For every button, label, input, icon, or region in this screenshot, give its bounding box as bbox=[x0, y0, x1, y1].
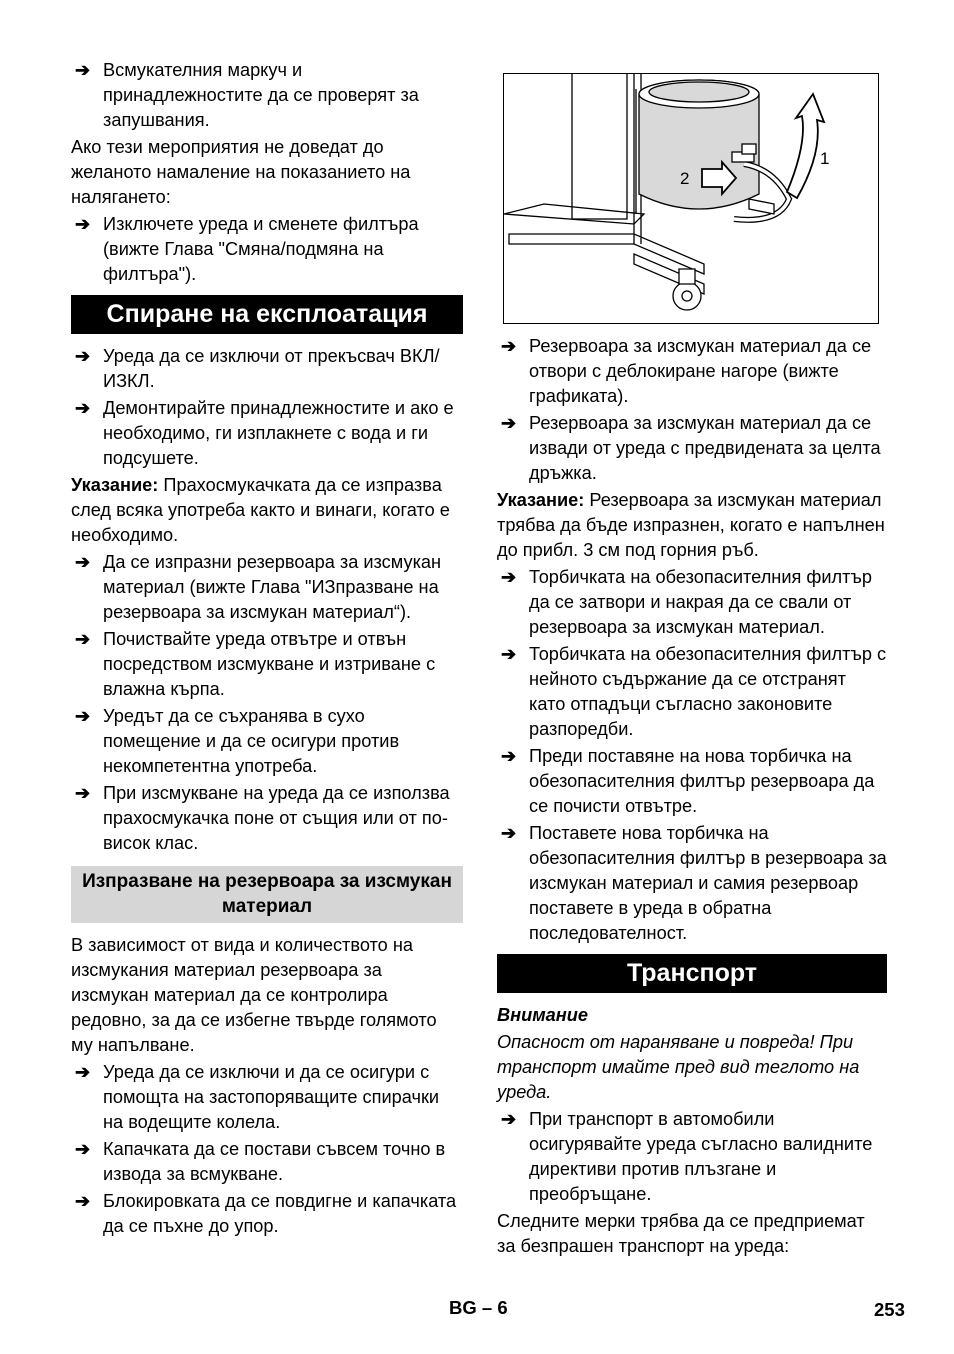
arrow-right-icon: ➔ bbox=[75, 1191, 91, 1211]
arrow-right-icon: ➔ bbox=[75, 60, 91, 80]
list-item bbox=[71, 1189, 463, 1239]
figure-label-2: 2 bbox=[680, 169, 690, 188]
list-item bbox=[71, 212, 463, 287]
note-paragraph bbox=[497, 488, 887, 563]
list-item bbox=[71, 396, 463, 471]
list-item bbox=[497, 821, 887, 946]
container-illustration bbox=[503, 73, 879, 324]
list-item-text: При изсмукване на уреда да се използва прахосмукачка поне от същия или от по-висок клас. bbox=[103, 783, 450, 853]
section-heading-stop: Спиране на експлоатация bbox=[71, 295, 463, 334]
paragraph: Ако тези мероприятия не доведат до желаното намаление на показанието на налягането: bbox=[71, 137, 411, 207]
list-item-text: Блокировката да се повдигне и капачката да се пъхне до упор. bbox=[103, 1191, 457, 1236]
list-item bbox=[71, 1060, 463, 1135]
note-text: Резервоара за изсмукан материал трябва да бъде изпразнен, когато е напълнен до прибл. 3 см под горния ръб. bbox=[497, 490, 885, 560]
arrow-right-icon: ➔ bbox=[75, 398, 91, 418]
footer-language-code: BG – 6 bbox=[449, 1297, 508, 1318]
figure-label-1: 1 bbox=[820, 149, 830, 168]
list-item-text: При транспорт в автомобили осигурявайте уреда съгласно валидните директиви против плъзгане и преобръщане. bbox=[529, 1109, 873, 1204]
container-drawing bbox=[504, 74, 878, 323]
arrow-right-icon: ➔ bbox=[75, 1062, 91, 1082]
list-item-text: Уредът да се съхранява в сухо помещение и да се осигури против некомпетентна употреба. bbox=[103, 706, 400, 776]
list-item bbox=[497, 334, 887, 409]
list-item bbox=[497, 1107, 887, 1207]
list-item bbox=[497, 565, 887, 640]
right-column bbox=[497, 58, 887, 1261]
list-item-text: Торбичката на обезопасителния филтър да се затвори и накрая да се свали от резервоара за изсмукан материал. bbox=[529, 567, 872, 637]
list-item bbox=[71, 1137, 463, 1187]
warning-text: Опасност от нараняване и повреда! При транспорт имайте пред вид теглото на уреда. bbox=[497, 1032, 860, 1102]
note-label: Указание: bbox=[71, 475, 159, 495]
list-item bbox=[71, 781, 463, 856]
footer-page-number: 253 bbox=[874, 1299, 905, 1320]
list-item-text: Резервоара за изсмукан материал да се отвори с деблокиране нагоре (вижте графиката). bbox=[529, 336, 872, 406]
arrow-right-icon: ➔ bbox=[75, 1139, 91, 1159]
list-item-text: Да се изпразни резервоара за изсмукан материал (вижте Глава "ИЗпразване на резервоара за изсмукан материал“). bbox=[103, 552, 442, 622]
list-item bbox=[497, 411, 887, 486]
arrow-right-icon: ➔ bbox=[501, 567, 517, 587]
list-item bbox=[497, 642, 887, 742]
arrow-right-icon: ➔ bbox=[75, 214, 91, 234]
list-item-text: Всмукателния маркуч и принадлежностите да се проверят за запушвания. bbox=[103, 60, 419, 130]
list-item-text: Уреда да се изключи от прекъсвач ВКЛ/ИЗКЛ. bbox=[103, 346, 440, 391]
list-item-text: Уреда да се изключи и да се осигури с помощта на застопоряващите спирачки на водещите колела. bbox=[103, 1062, 440, 1132]
note-label: Указание: bbox=[497, 490, 585, 510]
list-item bbox=[497, 744, 887, 819]
arrow-right-icon: ➔ bbox=[75, 629, 91, 649]
paragraph: В зависимост от вида и количеството на изсмукания материал резервоара за изсмукан материал да се контролира редовно, за да се избегне твърде голямото му напълване. bbox=[71, 935, 437, 1055]
list-item-text: Резервоара за изсмукан материал да се извади от уреда с предвидената за целта дръжка. bbox=[529, 413, 881, 483]
list-item bbox=[71, 58, 463, 133]
note-paragraph bbox=[71, 473, 463, 548]
arrow-right-icon: ➔ bbox=[501, 746, 517, 766]
arrow-right-icon: ➔ bbox=[501, 823, 517, 843]
list-item-text: Демонтирайте принадлежностите и ако е необходимо, ги изплакнете с вода и ги подсушете. bbox=[103, 398, 454, 468]
list-item bbox=[71, 627, 463, 702]
list-item bbox=[71, 550, 463, 625]
arrow-right-icon: ➔ bbox=[75, 783, 91, 803]
list-item-text: Капачката да се постави съвсем точно в извода за всмукване. bbox=[103, 1139, 446, 1184]
arrow-right-icon: ➔ bbox=[501, 413, 517, 433]
paragraph: Следните мерки трябва да се предприемат за безпрашен транспорт на уреда: bbox=[497, 1211, 865, 1256]
list-item-text: Почиствайте уреда отвътре и отвън посредством изсмукване и изтриване с влажна кърпа. bbox=[103, 629, 436, 699]
note-text: Прахосмукачката да се изпразва след всяка употреба както и винаги, когато е необходимо. bbox=[71, 475, 450, 545]
list-item-text: Преди поставяне на нова торбичка на обезопасителния филтър резервоара да се почисти отвътре. bbox=[529, 746, 875, 816]
section-heading-transport: Транспорт bbox=[497, 954, 887, 993]
arrow-right-icon: ➔ bbox=[501, 644, 517, 664]
list-item bbox=[71, 704, 463, 779]
left-column bbox=[71, 58, 463, 1241]
subsection-heading-empty: Изпразване на резервоара за изсмукан материал bbox=[71, 866, 463, 923]
arrow-right-icon: ➔ bbox=[75, 346, 91, 366]
list-item-text: Поставете нова торбичка на обезопасителния филтър в резервоара за изсмукан материал и самия резервоар поставете в уреда в обратна последователност. bbox=[529, 823, 887, 943]
arrow-right-icon: ➔ bbox=[75, 552, 91, 572]
list-item bbox=[71, 344, 463, 394]
list-item-text: Изключете уреда и сменете филтъра (вижте Глава "Смяна/подмяна на филтъра"). bbox=[103, 214, 419, 284]
arrow-right-icon: ➔ bbox=[501, 1109, 517, 1129]
list-item-text: Торбичката на обезопасителния филтър с нейното съдържание да се отстранят като отпадъци съгласно законовите разпоредби. bbox=[529, 644, 887, 739]
warning-title: Внимание bbox=[497, 1005, 589, 1025]
arrow-right-icon: ➔ bbox=[501, 336, 517, 356]
arrow-right-icon: ➔ bbox=[75, 706, 91, 726]
